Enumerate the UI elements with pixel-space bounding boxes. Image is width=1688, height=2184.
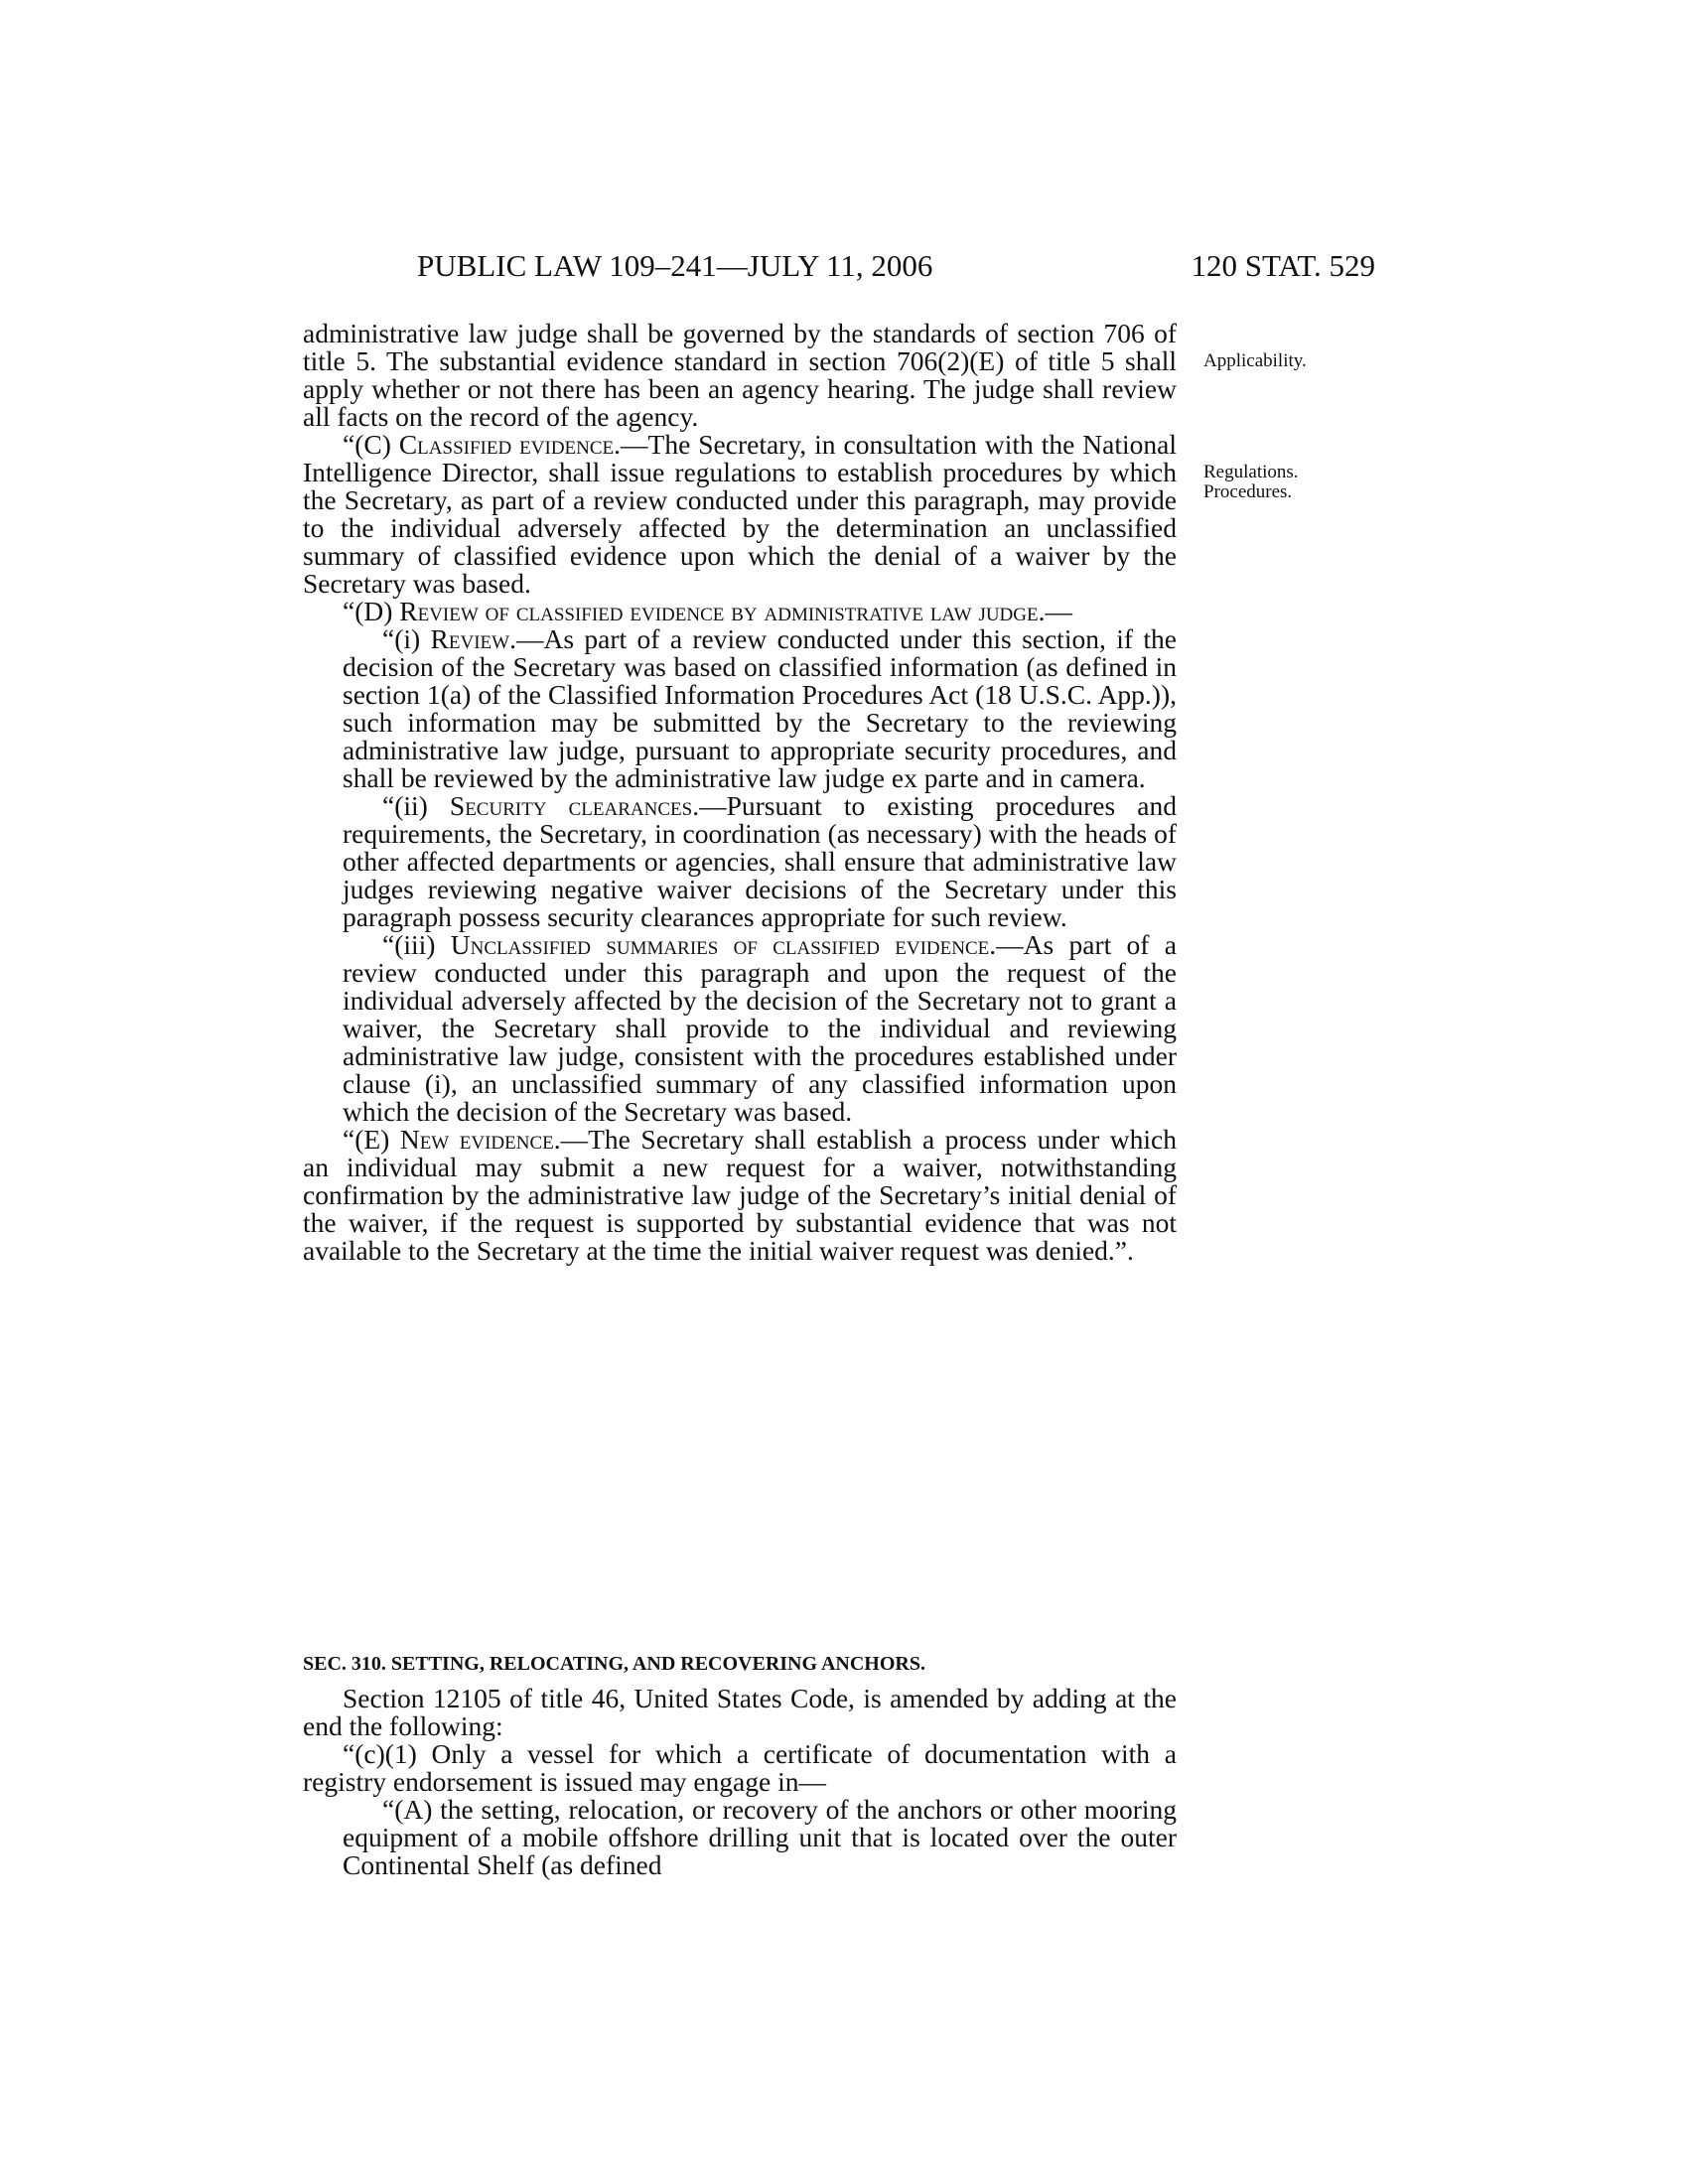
clause-ii-heading: Security clearances — [449, 790, 693, 821]
running-header — [417, 246, 1375, 294]
subparagraph-c-text: .—The Secretary, in consultation with the National Intelligence Director, shall issue regulations to establish procedures by which the Secretary, as part of a review conducted under this paragraph, may provide to the individual adversely affected by the determination an unclassified summary of classified evidence upon which the denial of a waiver by the Secretary was based. — [303, 429, 1177, 599]
subparagraph-e-text: .—The Secretary shall establish a process under which an individual may submit a new request for a waiver, notwithstanding confirmation by the administrative law judge of the Secretary’s initial denial of the waiver, if the request is supported by substantial evidence that was not available to the Secretary at the time the initial waiver request was denied.”. — [303, 1124, 1177, 1266]
margin-note-regulations: Regulations. — [1203, 462, 1299, 482]
section-subparagraph-a: “(A) the setting, relocation, or recovery of the anchors or other mooring equipment of a mobile offshore drilling unit that is located over the outer Continental Shelf (as defined — [343, 1794, 1177, 1880]
section-lead-paragraph: Section 12105 of title 46, United States Code, is amended by adding at the end the following: — [303, 1683, 1177, 1741]
subparagraph-d-text: .— — [1038, 596, 1072, 626]
section-body — [303, 1685, 1177, 1879]
clause-ii-text: .—Pursuant to existing procedures and requirements, the Secretary, in coordination (as necessary) with the heads of other affected departments or agencies, shall ensure that administrative law judges reviewing negative waiver decisions of the Secretary under this paragraph possess security clearances appropriate for such review. — [343, 790, 1177, 932]
clause-iii-text: .—As part of a review conducted under this paragraph and upon the request of the individual adversely affected by the decision of the Secretary not to grant a waiver, the Secretary shall provide to the individual and reviewing administrative law judge, consistent with the procedures established under clause (i), an unclassified summary of any classified information upon which the decision of the Secretary was based. — [343, 929, 1177, 1127]
margin-note-procedures: Procedures. — [1203, 481, 1293, 502]
statute-body — [303, 320, 1177, 1265]
clause-ii — [303, 792, 1177, 931]
margin-note-applicability: Applicability. — [1203, 350, 1307, 371]
continuation-paragraph: administrative law judge shall be governed by the standards of section 706 of title 5. The substantial evidence standard in section 706(2)(E) of title 5 shall apply whether or not there has been an agency hearing. The judge shall review all facts on the record of the agency. — [303, 318, 1177, 432]
clause-ii-open: “(ii) — [382, 790, 450, 821]
clause-i-text: .—As part of a review conducted under this section, if the decision of the Secretary was based on classified information (as defined in section 1(a) of the Classified Information Procedures Act (18 U.S.C. App.)), such information may be submitted by the Secretary to the reviewing administrative law judge, pursuant to appropriate security procedures, and shall be reviewed by the administrative law judge ex parte and in camera. — [343, 623, 1177, 793]
subparagraph-e-heading: New evidence — [399, 1124, 554, 1155]
subparagraph-d-heading: Review of classified evidence by administrative law judge — [399, 596, 1039, 626]
subparagraph-d — [303, 598, 1177, 625]
subparagraph-c-heading: Classified evidence — [398, 429, 615, 460]
law-title: PUBLIC LAW 109–241—JULY 11, 2006 — [417, 248, 933, 283]
clause-i-open: “(i) — [382, 623, 431, 654]
statute-page-number: 120 STAT. 529 — [1191, 248, 1375, 283]
section-subsection-c1: “(c)(1) Only a vessel for which a certificate of documentation with a registry endorsement is issued may engage in— — [303, 1738, 1177, 1797]
subparagraph-d-open: “(D) — [343, 596, 400, 626]
clause-iii — [303, 931, 1177, 1126]
subparagraph-c-open: “(C) — [343, 429, 399, 460]
subparagraph-c — [303, 431, 1177, 598]
clause-iii-heading: Unclassified summaries of classified evidence — [450, 929, 990, 960]
clause-i — [303, 625, 1177, 792]
subparagraph-e — [303, 1126, 1177, 1265]
subparagraph-e-open: “(E) — [343, 1124, 400, 1155]
section-heading: SEC. 310. SETTING, RELOCATING, AND RECOVERING ANCHORS. — [303, 1653, 925, 1675]
margin-note-regulations-procedures — [1203, 463, 1382, 502]
clause-i-heading: Review — [430, 623, 510, 654]
clause-iii-open: “(iii) — [382, 929, 451, 960]
